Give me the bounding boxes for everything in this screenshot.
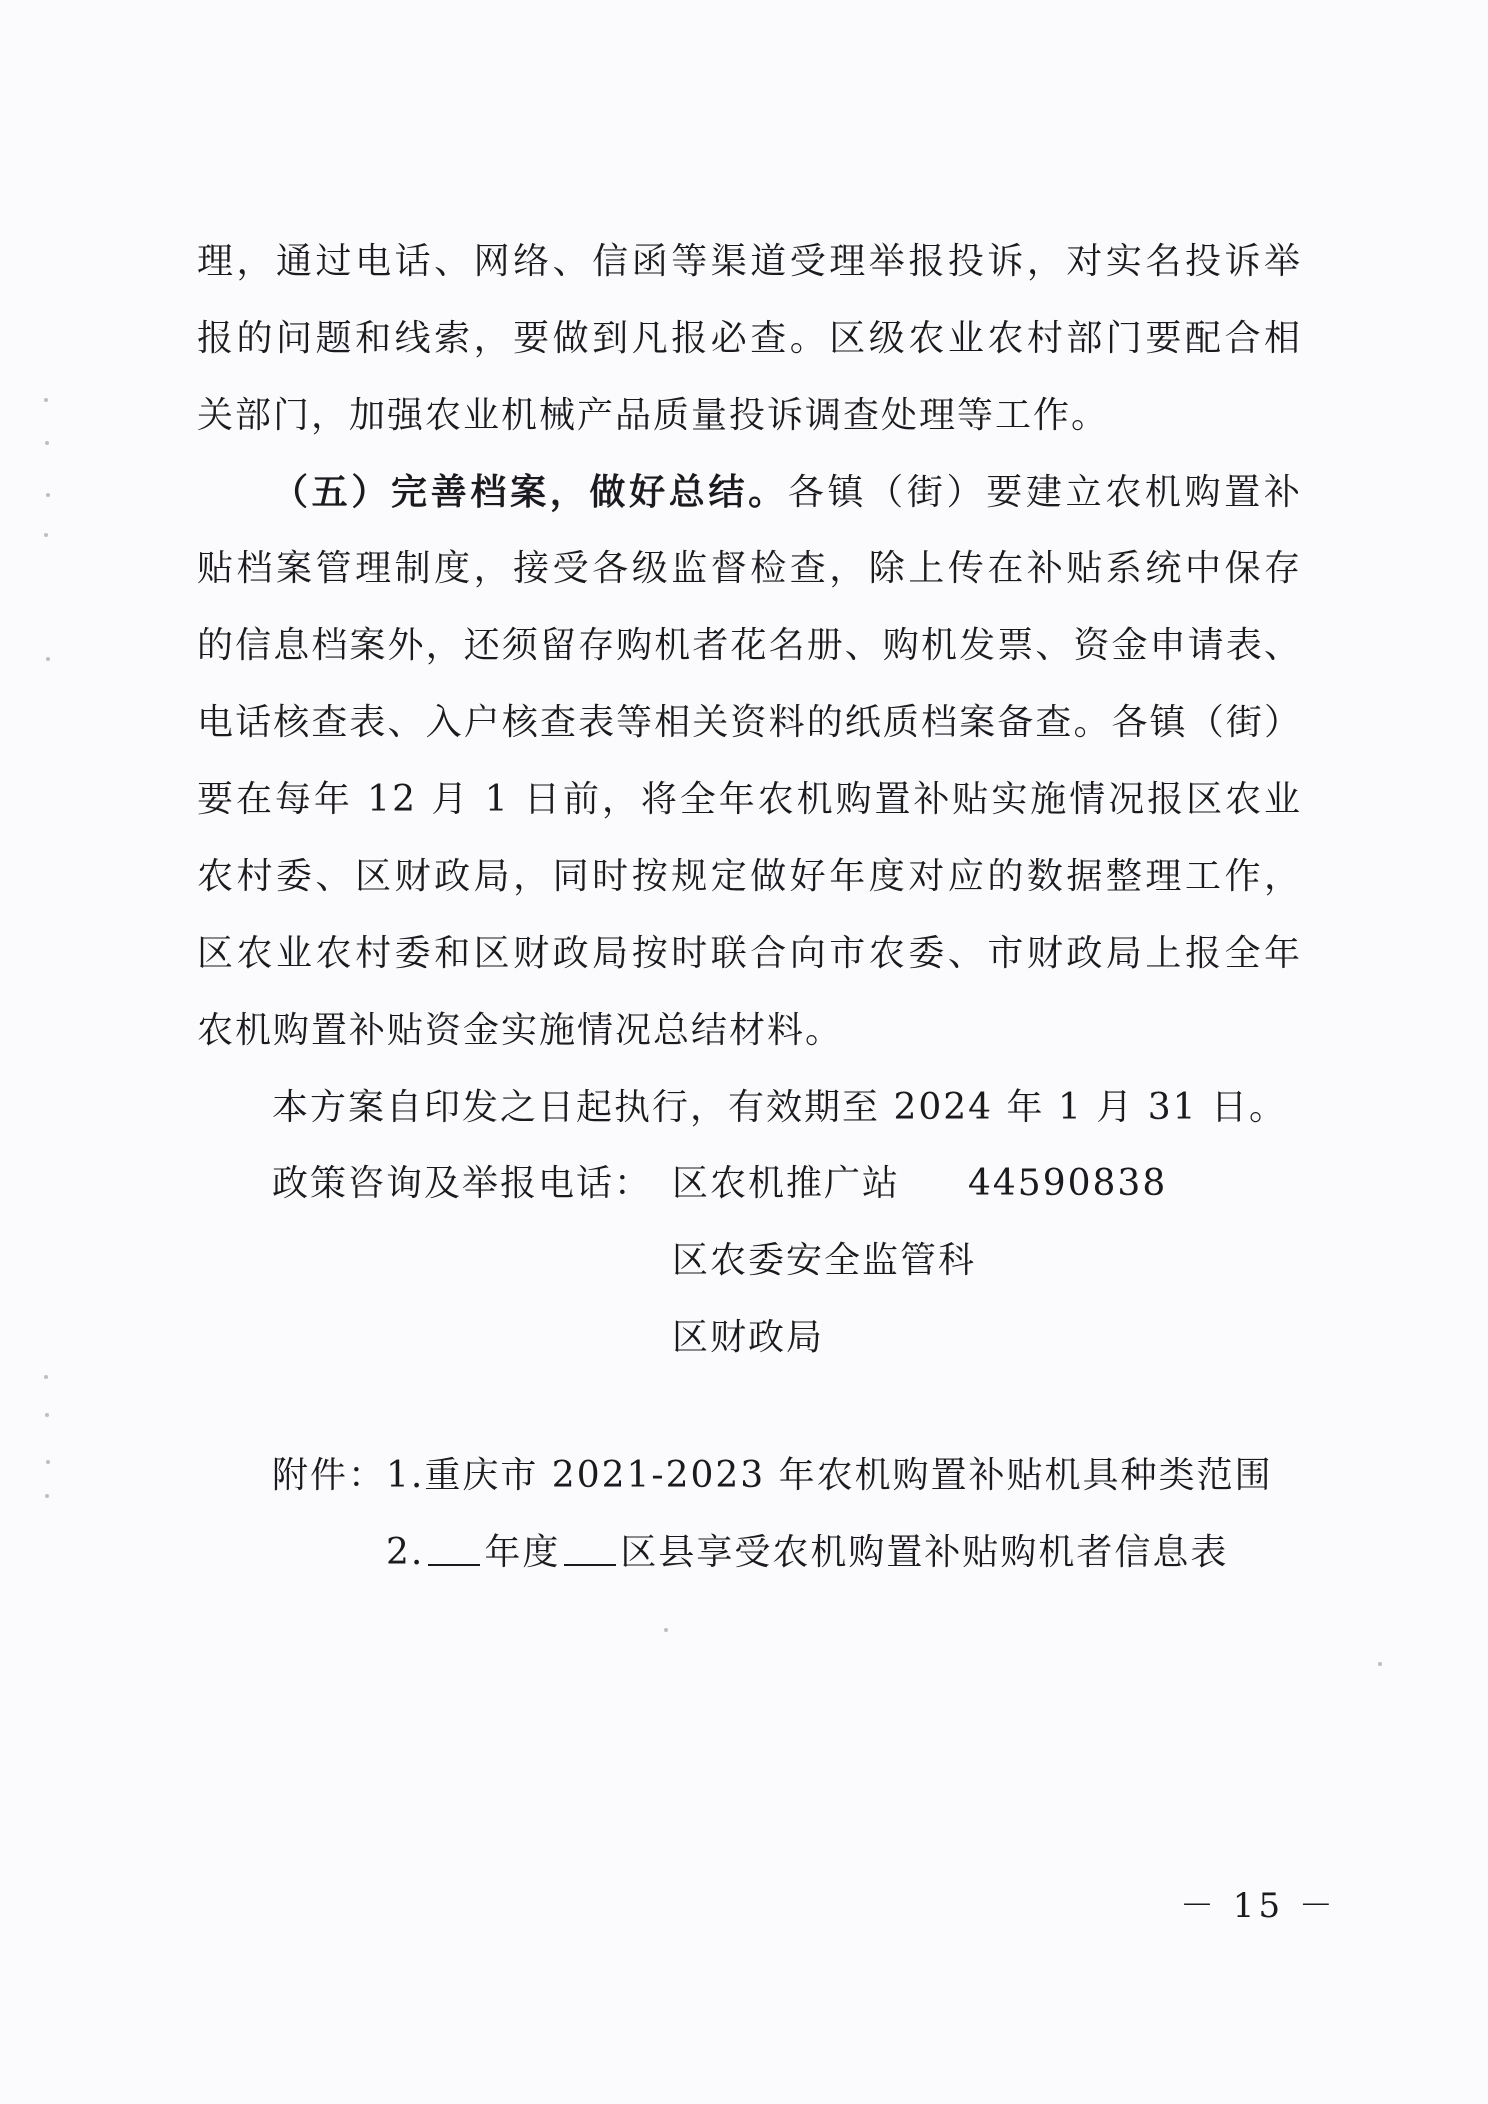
scan-speck bbox=[45, 1494, 49, 1498]
scan-speck bbox=[1378, 1662, 1382, 1666]
attachment-item: 1.重庆市 2021-2023 年农机购置补贴机具种类范围 bbox=[386, 1455, 1273, 1496]
attachment-number: 2. bbox=[386, 1532, 425, 1573]
contact-org: 区农机推广站 bbox=[672, 1163, 901, 1204]
body-line: 要在每年 12 月 1 日前，将全年农机购置补贴实施情况报区农业 bbox=[197, 779, 1302, 820]
scan-speck bbox=[45, 1413, 49, 1417]
attachment-item bbox=[386, 1531, 1228, 1575]
contact-org: 区财政局 bbox=[672, 1317, 825, 1358]
body-line: 报的问题和线索，要做到凡报必查。区级农业农村部门要配合相 bbox=[197, 318, 1302, 359]
blank-underline bbox=[564, 1534, 616, 1566]
contact-org: 区农委安全监管科 bbox=[672, 1240, 977, 1281]
blank-underline bbox=[428, 1534, 480, 1566]
body-text: 各镇（街）要建立农机购置补 bbox=[787, 472, 1302, 513]
attachment-text: 年度 bbox=[484, 1532, 561, 1573]
scan-speck bbox=[44, 1375, 48, 1379]
section-heading: （五）完善档案，做好总结。 bbox=[272, 471, 788, 513]
body-line: 电话核查表、入户核查表等相关资料的纸质档案备查。各镇（街） bbox=[197, 702, 1302, 743]
body-line: 区农业农村委和区财政局按时联合向市农委、市财政局上报全年 bbox=[197, 933, 1302, 974]
scan-speck bbox=[44, 533, 48, 537]
body-line: 农机购置补贴资金实施情况总结材料。 bbox=[197, 1010, 844, 1051]
body-line: 贴档案管理制度，接受各级监督检查，除上传在补贴系统中保存 bbox=[197, 548, 1302, 589]
effective-date-text: 本方案自印发之日起执行，有效期至 2024 年 1 月 31 日。 bbox=[272, 1087, 1287, 1128]
scan-speck bbox=[46, 657, 50, 661]
scan-speck bbox=[44, 398, 48, 402]
page-number: － 15 － bbox=[1180, 1886, 1337, 1926]
scan-speck bbox=[664, 1628, 668, 1632]
attachments-label: 附件： bbox=[272, 1455, 387, 1496]
scan-speck bbox=[45, 441, 49, 445]
section-heading-line bbox=[272, 470, 1302, 515]
body-line: 农村委、区财政局，同时按规定做好年度对应的数据整理工作， bbox=[197, 856, 1302, 897]
contact-phone: 44590838 bbox=[968, 1163, 1168, 1204]
body-line: 关部门，加强农业机械产品质量投诉调查处理等工作。 bbox=[197, 395, 1110, 436]
contact-label: 政策咨询及举报电话： bbox=[272, 1163, 653, 1204]
attachment-text: 区县享受农机购置补贴购机者信息表 bbox=[620, 1532, 1229, 1573]
scan-speck bbox=[46, 493, 50, 497]
body-line: 的信息档案外，还须留存购机者花名册、购机发票、资金申请表、 bbox=[197, 625, 1302, 666]
body-line: 理，通过电话、网络、信函等渠道受理举报投诉，对实名投诉举 bbox=[197, 241, 1302, 282]
scan-speck bbox=[46, 1460, 50, 1464]
